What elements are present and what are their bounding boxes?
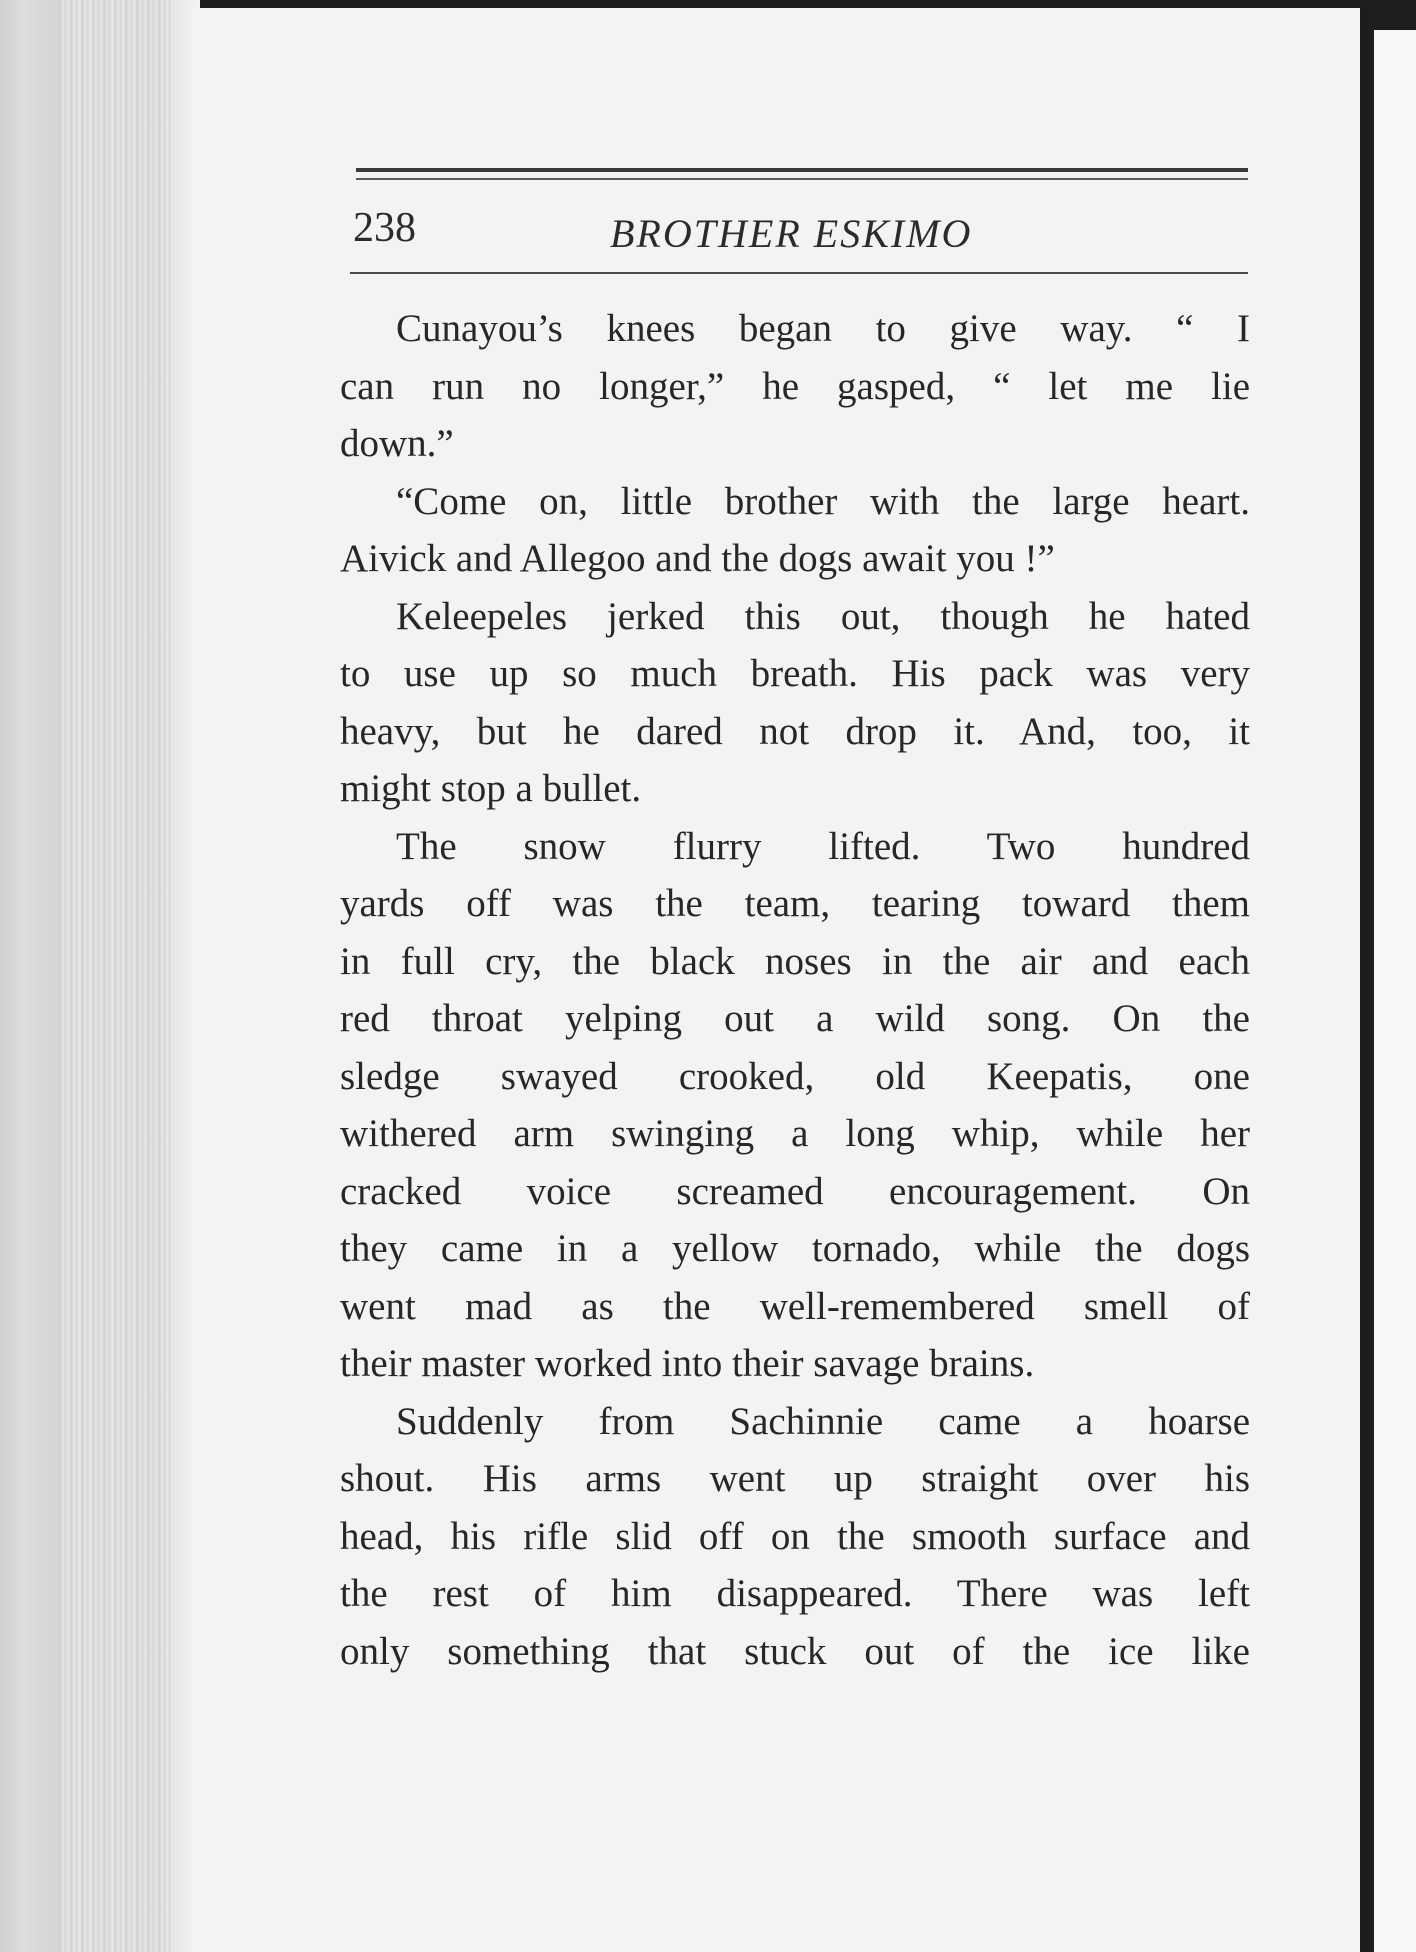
text-line: withered arm swinging a long whip, while her: [340, 1112, 1250, 1155]
facing-page-edge: [1374, 30, 1416, 1952]
paragraph: [340, 473, 1250, 588]
text-line: Aivick and Allegoo and the dogs await you !”: [340, 537, 1055, 580]
text-line: head, his rifle slid off on the smooth surface and: [340, 1514, 1250, 1558]
text-line: they came in a yellow tornado, while the dogs: [340, 1227, 1250, 1270]
text-line: to use up so much breath. His pack was very: [340, 652, 1250, 695]
book-gutter: [0, 0, 60, 1952]
text-line: Cunayou’s knees began to give way. “ I: [396, 307, 1250, 350]
paragraph: [340, 300, 1250, 473]
text-line: cracked voice screamed encouragement. On: [340, 1169, 1250, 1213]
text-line: heavy, but he dared not drop it. And, too, it: [340, 709, 1250, 753]
text-line: went mad as the well-remembered smell of: [340, 1284, 1250, 1328]
header-rule-top: [356, 168, 1248, 172]
paragraph: [340, 818, 1250, 1393]
text-line: shout. His arms went up straight over his: [340, 1457, 1250, 1500]
text-line: in full cry, the black noses in the air and each: [340, 939, 1250, 983]
paragraph: [340, 588, 1250, 818]
text-line: only something that stuck out of the ice like: [340, 1629, 1250, 1673]
page-number: 238: [353, 205, 416, 251]
text-line: “Come on, little brother with the large heart.: [396, 479, 1250, 523]
page-edges: [0, 0, 200, 1952]
text-line: red throat yelping out a wild song. On the: [340, 997, 1250, 1040]
text-line: Keleepeles jerked this out, though he hated: [396, 594, 1250, 638]
text-line: Suddenly from Sachinnie came a hoarse: [396, 1399, 1250, 1443]
body-text: [340, 300, 1250, 1680]
text-line: The snow flurry lifted. Two hundred: [396, 824, 1250, 868]
header-rule-bottom: [350, 272, 1248, 274]
running-title: BROTHER ESKIMO: [610, 211, 973, 256]
paragraph: [340, 1393, 1250, 1681]
text-line: can run no longer,” he gasped, “ let me lie: [340, 364, 1250, 408]
header-rule-top-thin: [356, 178, 1248, 180]
text-line: yards off was the team, tearing toward them: [340, 882, 1250, 925]
text-line: their master worked into their savage brains.: [340, 1342, 1035, 1385]
text-line: might stop a bullet.: [340, 767, 642, 810]
text-line: the rest of him disappeared. There was left: [340, 1572, 1250, 1615]
text-line: down.”: [340, 422, 454, 465]
text-line: sledge swayed crooked, old Keepatis, one: [340, 1054, 1250, 1098]
